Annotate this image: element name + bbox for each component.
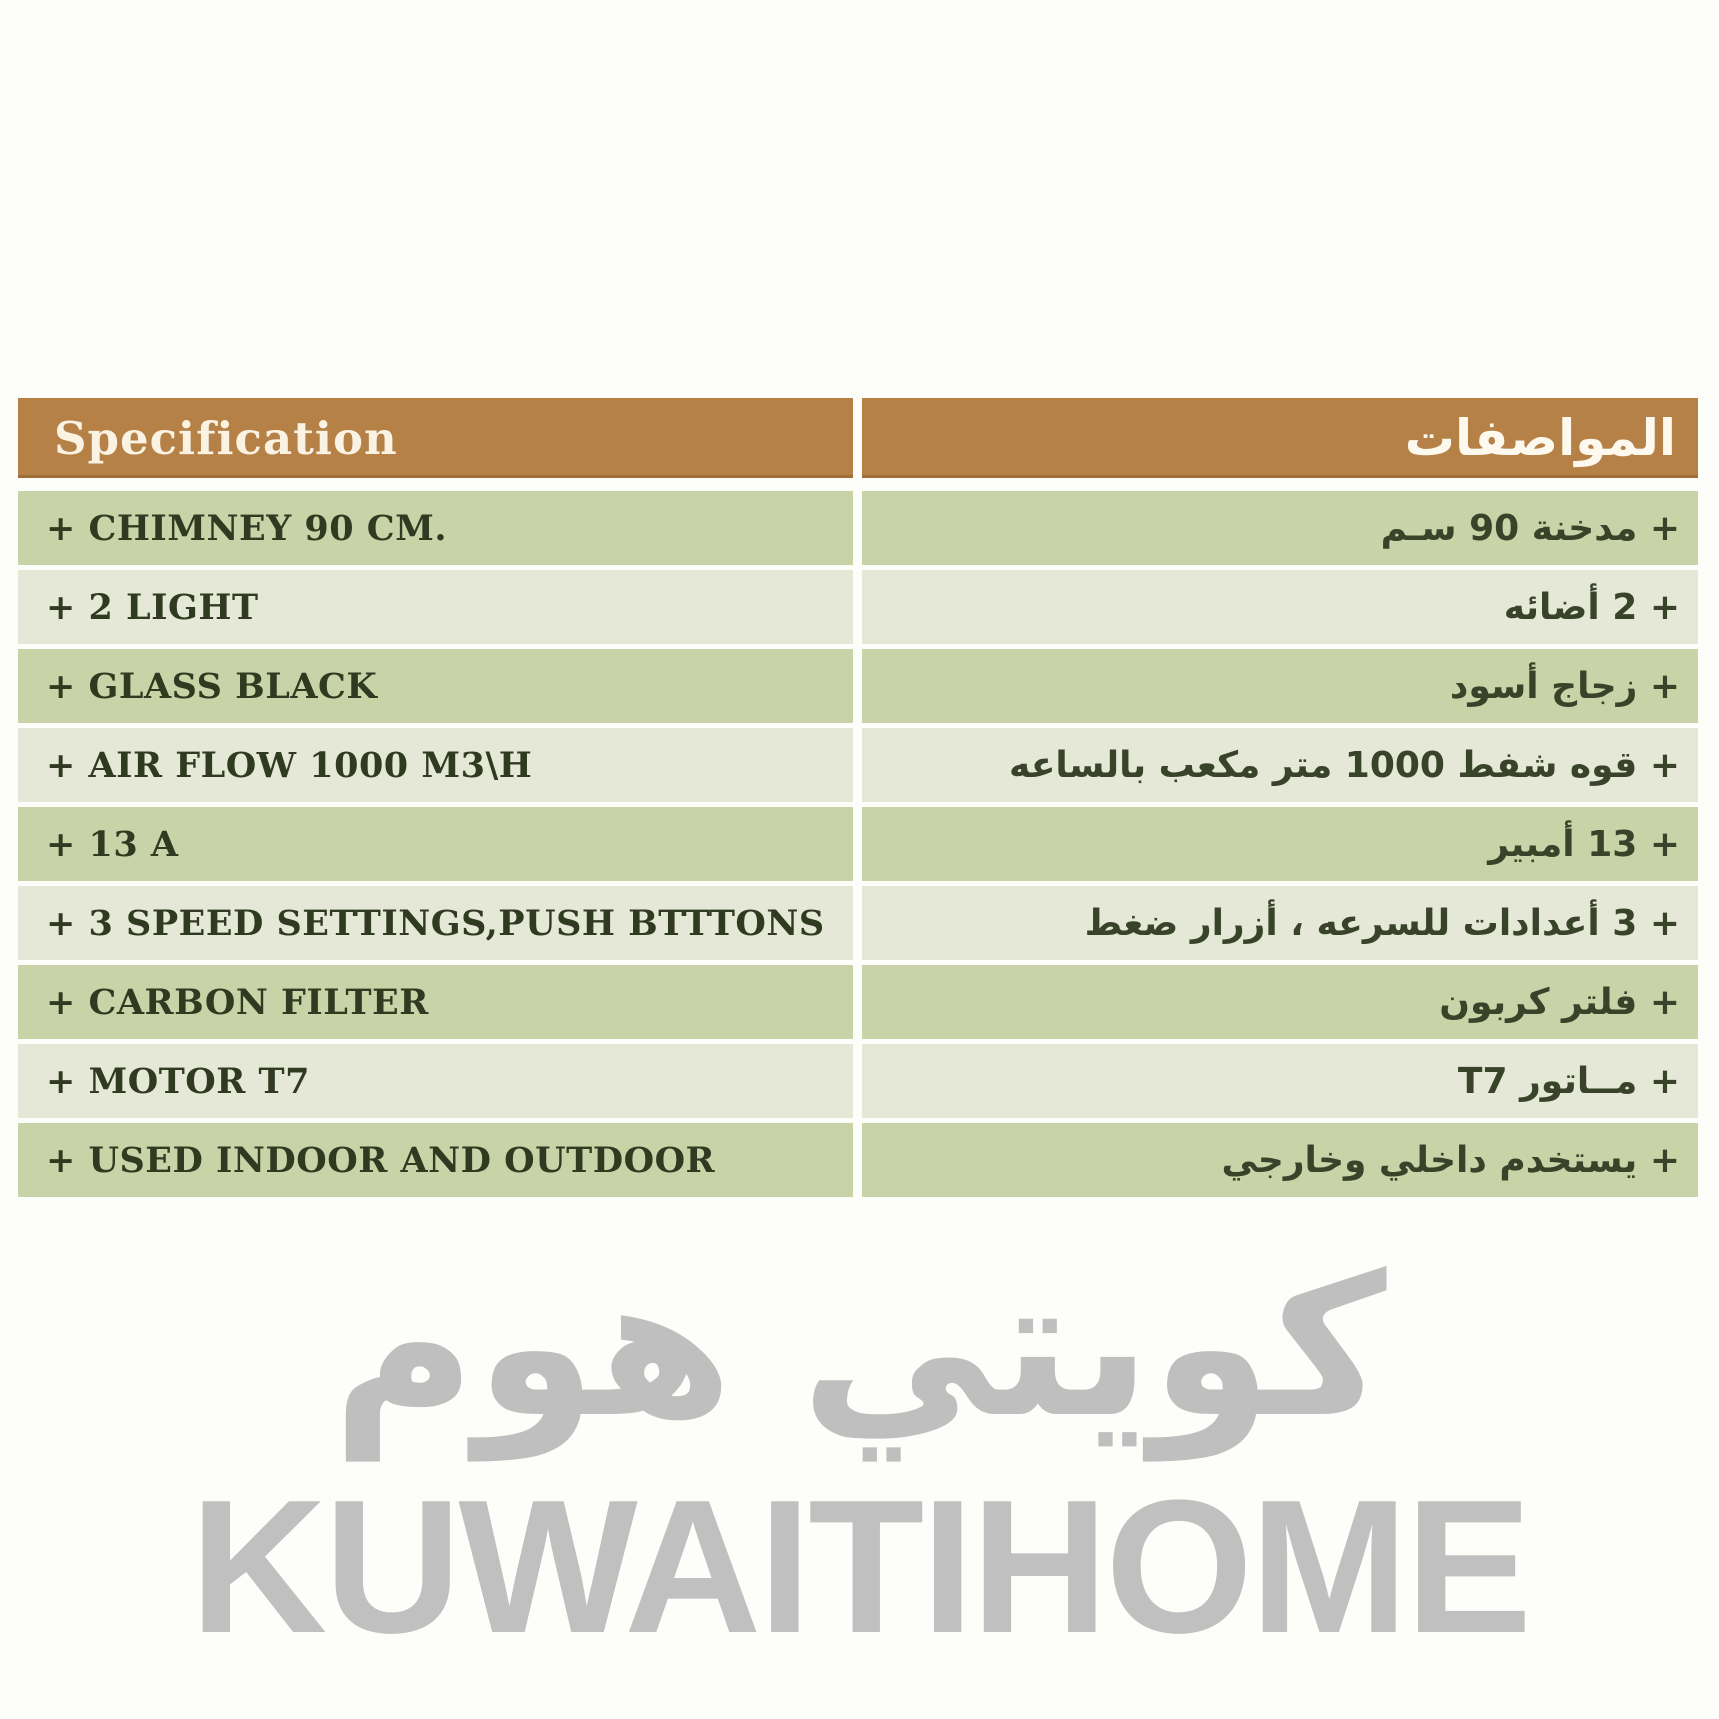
spec-cell-ar: + 13 أمبير bbox=[862, 807, 1698, 881]
watermark-arabic: كويتي هوم bbox=[332, 1233, 1387, 1460]
header-specification-en: Specification bbox=[18, 398, 853, 478]
spec-cell-en: + CARBON FILTER bbox=[18, 965, 853, 1039]
spec-cell-ar: + يستخدم داخلي وخارجي bbox=[862, 1123, 1698, 1197]
table-row bbox=[18, 807, 1698, 881]
table-row bbox=[18, 1044, 1698, 1118]
table-row bbox=[18, 728, 1698, 802]
table-header-row bbox=[18, 398, 1698, 478]
spec-cell-ar: + 3 أعدادات للسرعه ، أزرار ضغط bbox=[862, 886, 1698, 960]
spec-cell-ar: + مــاتور T7 bbox=[862, 1044, 1698, 1118]
specification-table bbox=[18, 398, 1698, 1202]
spec-cell-en: + USED INDOOR AND OUTDOOR bbox=[18, 1123, 853, 1197]
table-row bbox=[18, 886, 1698, 960]
table-row bbox=[18, 491, 1698, 565]
spec-cell-en: + 13 A bbox=[18, 807, 853, 881]
spec-cell-ar: + قوه شفط 1000 متر مكعب بالساعه bbox=[862, 728, 1698, 802]
spec-cell-en: + GLASS BLACK bbox=[18, 649, 853, 723]
spec-cell-en: + 3 SPEED SETTINGS,PUSH BTTTONS bbox=[18, 886, 853, 960]
spec-cell-en: + MOTOR T7 bbox=[18, 1044, 853, 1118]
table-row bbox=[18, 570, 1698, 644]
spec-cell-en: + CHIMNEY 90 CM. bbox=[18, 491, 853, 565]
spec-cell-ar: + مدخنة 90 سـم bbox=[862, 491, 1698, 565]
table-row bbox=[18, 965, 1698, 1039]
header-specification-ar: المواصفات bbox=[862, 398, 1698, 478]
watermark-kuwaitihome: KUWAITIHOME bbox=[189, 1461, 1530, 1673]
spec-cell-en: + AIR FLOW 1000 M3\H bbox=[18, 728, 853, 802]
spec-cell-en: + 2 LIGHT bbox=[18, 570, 853, 644]
table-row bbox=[18, 1123, 1698, 1197]
spec-cell-ar: + فلتر كربون bbox=[862, 965, 1698, 1039]
spec-cell-ar: + زجاج أسود bbox=[862, 649, 1698, 723]
spec-cell-ar: + 2 أضائه bbox=[862, 570, 1698, 644]
table-row bbox=[18, 649, 1698, 723]
